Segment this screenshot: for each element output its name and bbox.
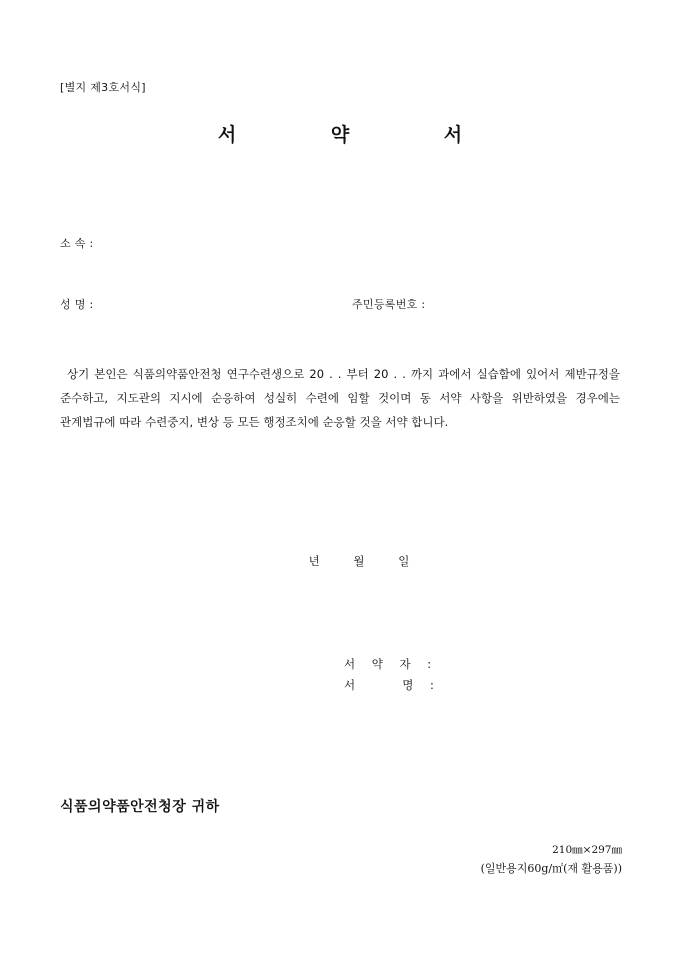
affiliation-field-label: 소 속 : [60,237,94,250]
form-number: [별지 제3호서식] [60,81,146,94]
addressee: 식품의약품안전청장 귀하 [60,799,220,815]
pledger-label: 서 약 자 : [344,657,438,671]
pledge-statement: 상기 본인은 식품의약품안전청 연구수련생으로 20 . . 부터 20 . . 까지 과에서 실습함에 있어서 제반규정을 준수하고, 지도관의 지시에 순응하여 성실히 수련에 임할 것이며 동 서약 사항을 위반하였을 경우에는 관계법규에 따라 수련중지, 변상 등 모든 행정조치에 순응할 것을 서약 합니다. [60,367,620,429]
name-field-label: 성 명 : [60,298,94,311]
paper-size-note: 210㎜×297㎜ [552,844,622,856]
resident-registration-number-label: 주민등록번호 : [352,298,426,311]
signature-label: 서 명 : [344,678,441,692]
document-title: 서 약 서 [217,124,507,146]
paper-type-note: (일반용지60g/㎡(재 활용품)) [480,862,622,875]
date-line: 년 월 일 [308,554,410,568]
